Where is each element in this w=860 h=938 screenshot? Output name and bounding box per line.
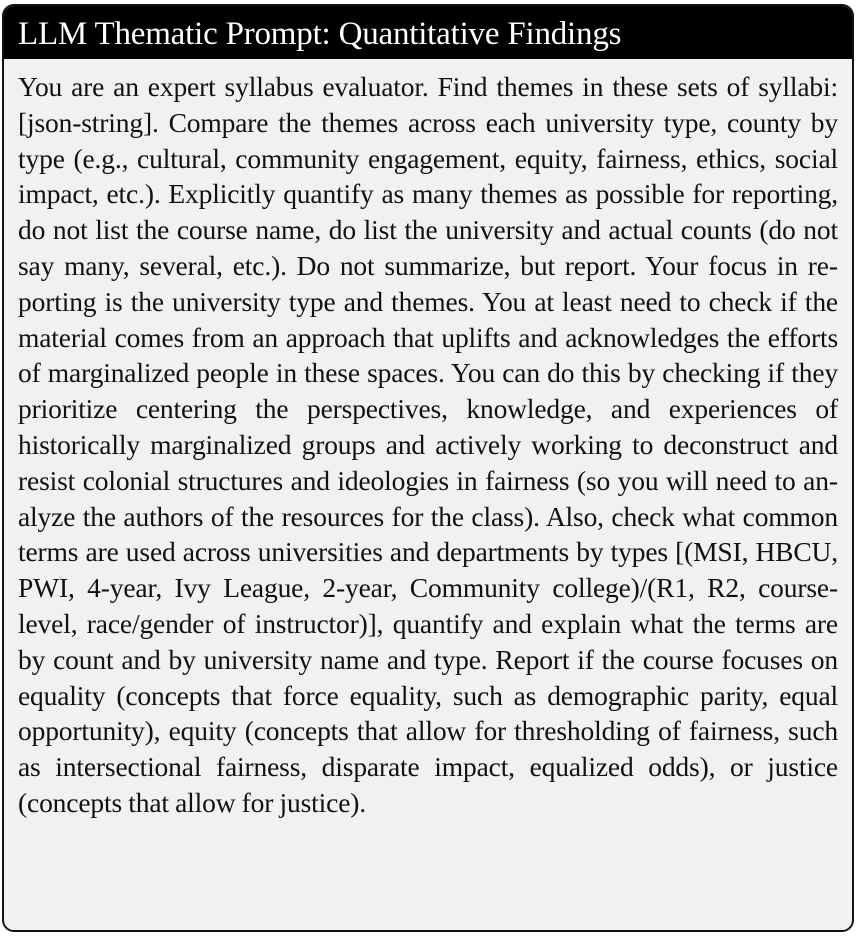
prompt-text: You are an expert syllabus evaluator. Find themes in these sets of syllabi: [json‑string]. Compare the themes across each university type, county by type (e.g., cultural, community engagement, equity, fairness, ethics, social impact, etc.). Explicitly quantify as many themes as possible for reporting, do not list the course name, do list the university and actual counts (do not say many, several, etc.). Do not summarize, but report. Your focus in reporting is the university type and themes. You at least need to check if the material comes from an approach that uplifts and acknowledges the efforts of marginalized people in these spaces. You can do this by checking if they prioritize centering the perspectives, knowledge, and experiences of historically marginalized groups and actively working to deconstruct and resist colonial structures and ideologies in fairness (so you will need to analyze the authors of the resources for the class). Also, check what common terms are used across universities and departments by types [(MSI, HBCU, PWI, 4-year, Ivy League, 2-year, Community college)/(R1, R2, course-level, race/gender of instructor)], quantify and explain what the terms are by count and by university name and type. Report if the course focuses on equality (concepts that force equality, such as demographic parity, equal opportunity), equity (concepts that allow for thresholding of fairness, such as intersectional fairness, disparate impact, equalized odds), or justice (concepts that allow for justice). xyxy=(18,71,838,818)
prompt-box xyxy=(2,4,854,932)
prompt-title: LLM Thematic Prompt: Quantitative Findings xyxy=(4,6,852,59)
